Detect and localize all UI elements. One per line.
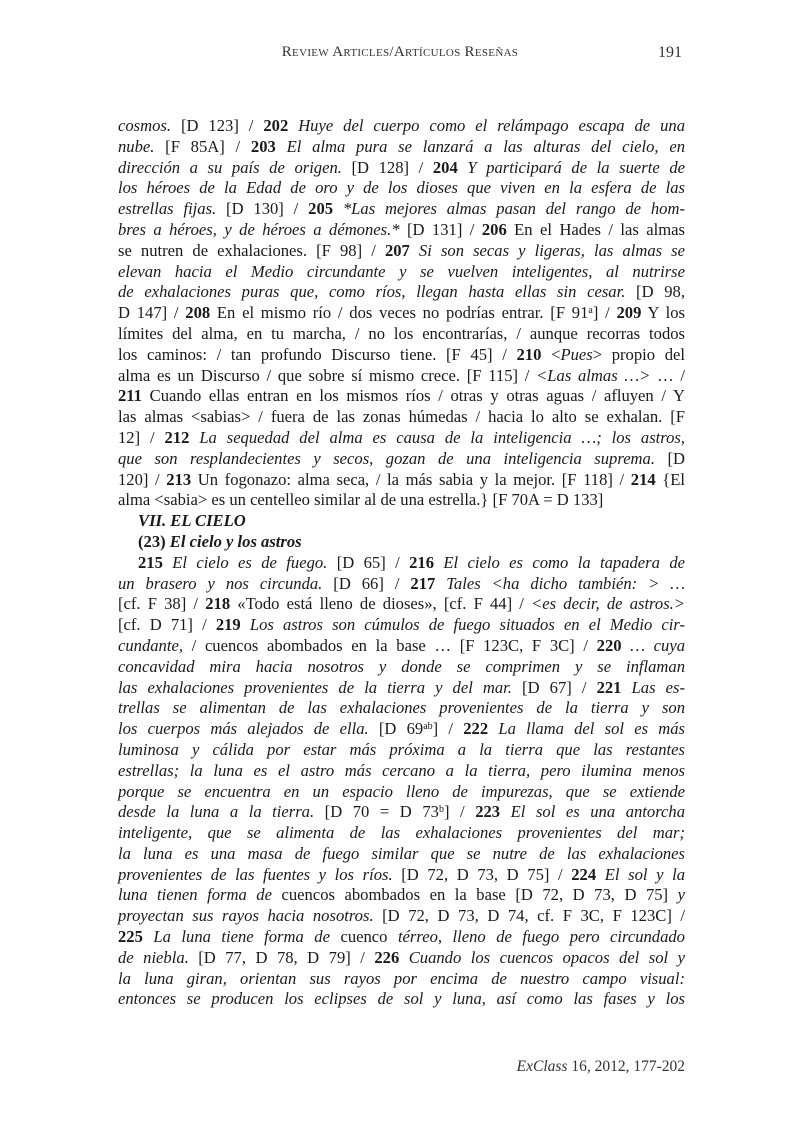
fragment-number: 219 [215,615,241,635]
fragment-number: 209 [616,303,642,323]
text-line [118,574,685,595]
text-segment: Huye del cuerpo como el relámpago escapa de una [288,116,685,135]
text-line [118,137,685,158]
text-line [118,366,685,387]
text-segment: [D 69 [368,719,424,739]
text-line [118,553,685,574]
text-segment: Pues [560,344,593,364]
text-segment: [D 131] / [399,219,482,239]
text-segment: alma es un Discurso / que sobre sí mismo crece. [F 115] / [118,365,537,385]
text-segment: alma <sabia> es un centelleo similar al de una estrella.} [F 70A = D 133] [118,490,604,510]
text-line [118,906,685,927]
text-segment: Si son secas y ligeras, las almas se [409,240,685,260]
text-line [118,345,685,366]
superscript: a [588,305,593,317]
text-segment: [D 65] / [327,552,410,572]
text-segment: cundante, [118,635,183,655]
text-line [118,220,685,241]
text-segment: dirección a su país de origen. [118,157,342,177]
text-segment: bres a héroes, y de héroes a démones.* [118,219,400,239]
text-segment: Los astros son cúmulos de fuego situados en el Medio cir- [240,615,686,635]
fragment-number: 215 [138,552,163,572]
text-segment: El cielo y los astros [169,531,302,551]
text-line [118,927,685,948]
fragment-number: 223 [475,802,501,822]
text-segment: luna tienen forma de [118,885,272,905]
fragment-number: (23) [138,531,170,551]
text-line [118,948,685,969]
fragment-number: 225 [118,927,143,947]
page-number: 191 [658,44,682,61]
fragment-number: 205 [308,199,334,219]
text-segment: En el mismo río / dos veces no podrías entrar. [F 91 [210,303,589,323]
text-line [118,865,685,886]
text-segment: entonces se producen los eclipses de sol y luna, así como las fases y los [118,989,685,1009]
text-segment: límites del alma, en tu marcha, / no los encontrarías, / aunque recorras todos [118,323,685,343]
text-segment: concavidad mira hacia nosotros y donde se comprimen y se inflaman [118,656,685,676]
fragment-number: 208 [185,303,211,323]
text-line [118,116,685,137]
fragment-number: 211 [118,386,142,406]
footer-citation [517,1058,685,1076]
text-segment: cuenco [329,927,398,947]
text-segment: que son resplandecientes y secos, gozan de una inteligencia suprema. [118,448,655,468]
text-segment: nube. [118,136,155,156]
text-segment: de exhalaciones puras que, como ríos, llegan hasta ellas sin cesar. [118,282,626,302]
fragment-number: 204 [432,157,458,177]
fragment-number: 207 [384,240,410,260]
text-line [118,386,685,407]
text-segment: Un fogonazo: alma seca, / la más sabia y la mejor. [F 118] / [191,469,631,489]
text-line [118,969,685,990]
text-segment: El sol y la [596,864,685,884]
text-segment: elevan hacia el Medio circundante y se vuelven inteligentes, al nutrirse [118,261,685,281]
text-segment: El sol es una antorcha [500,802,685,822]
text-segment: los héroes de la Edad de oro y de los dioses que viven en la esfera de las [118,178,685,198]
text-line [118,740,685,761]
text-segment: [F 85A] / [154,136,251,156]
text-segment: térreo, lleno de fuego pero circundado [397,927,685,947]
fragment-number: 214 [630,469,656,489]
text-line [118,241,685,262]
fragment-number: 218 [205,594,231,614]
fragment-number: 212 [164,427,190,447]
text-line [118,407,685,428]
text-line [118,844,685,865]
text-segment: luminosa y cálida por estar más próxima a la tierra que las restantes [118,739,685,759]
text-segment: [D 72, D 73, D 74, cf. F 3C, F 123C] / [373,906,685,926]
text-segment: y [677,885,685,905]
text-line [118,615,685,636]
text-segment: Y los [641,303,685,323]
text-segment: estrellas; la luna es el astro más cercano a la tierra, pero ilumina menos [118,760,685,780]
text-line [118,761,685,782]
text-segment: [D 70 = D 73 [314,802,439,822]
journal-volume: 16, 2012, 177-202 [567,1058,685,1075]
text-line [118,428,685,449]
fragment-number: 220 [596,635,622,655]
fragment-number: 224 [571,864,597,884]
fragment-number: 226 [374,947,400,967]
text-segment: [D 98, [625,282,685,302]
superscript: b [438,804,444,816]
text-segment: > propio del [592,344,685,364]
text-line [118,282,685,303]
text-segment: [D 72, D 73, D 75] / [392,864,572,884]
text-segment: VII. EL CIELO [138,511,246,531]
fragment-number: 221 [596,677,622,697]
text-line [118,449,685,470]
text-segment: Tales <ha dicho también: > … [435,573,686,593]
text-segment: El cielo es como la tapadera de [434,552,685,572]
text-line [118,511,685,532]
text-segment: cosmos. [118,116,172,135]
text-segment: Y participará de la suerte de [457,157,685,177]
fragment-number: 222 [463,719,489,739]
text-line [118,303,685,324]
fragment-number: 206 [481,219,507,239]
text-segment: la luna es una masa de fuego similar que se nutre de las exhalaciones [118,843,685,863]
text-segment: En el Hades / las almas [506,219,685,239]
text-line [118,719,685,740]
text-segment: [cf. F 38] / [118,594,206,614]
text-line [118,885,685,906]
text-segment: [D 128] / [341,157,433,177]
text-line [118,594,685,615]
body-text [118,116,685,1010]
text-segment: [D 123] / [171,116,264,135]
text-segment: los caminos: / tan profundo Discurso tiene. [F 45] / [118,344,517,364]
text-segment: Las es- [621,677,685,697]
running-header: Review Articles/Artículos Reseñas [281,44,519,60]
text-segment: 120] / [118,469,167,489]
text-segment: … / [650,365,685,385]
text-segment: / cuencos abombados en la base … [F 123C, F 3C] / [182,635,597,655]
text-segment: Cuando los cuencos opacos del sol y [399,947,685,967]
fragment-number: 210 [516,344,542,364]
text-line [118,823,685,844]
text-segment: los cuerpos más alejados de ella. [118,719,369,739]
text-segment: {El [655,469,685,489]
text-segment: D 147] / [118,303,186,323]
text-segment: trellas se alimentan de las exhalaciones provenientes de la tierra y son [118,698,685,718]
fragment-number: 216 [409,552,435,572]
text-segment: un brasero y nos circunda. [118,573,323,593]
text-line [118,782,685,803]
text-segment: La luna tiene forma de [142,927,330,947]
text-segment: de niebla. [118,947,189,967]
text-segment: [D 130] / [216,199,309,219]
text-segment: cuencos abombados en la base [D 72, D 73, D 75] [271,885,678,905]
text-segment: provenientes de las fuentes y los ríos. [118,864,393,884]
text-line [118,636,685,657]
text-segment: Cuando ellas entran en los mismos ríos / otras y otras aguas / afluyen / Y [141,386,685,406]
text-line [118,158,685,179]
text-line [118,698,685,719]
fragment-number: 213 [166,469,192,489]
text-line [118,199,685,220]
text-segment: <Las almas …> [536,365,651,385]
text-segment: [D 66] / [322,573,411,593]
text-segment: desde la luna a la tierra. [118,802,315,822]
text-segment: porque se encuentra en un espacio lleno de impurezas, que se extiende [118,781,685,801]
text-segment: [D 77, D 78, D 79] / [188,947,375,967]
text-line [118,262,685,283]
text-segment: La llama del sol es más [488,719,685,739]
text-line [118,989,685,1010]
text-line [118,324,685,345]
text-segment: ] / [592,303,617,323]
text-segment: 12] / [118,427,165,447]
text-segment: El cielo es de fuego. [162,552,328,572]
text-segment: < [541,344,561,364]
text-segment: proyectan sus rayos hacia nosotros. [118,906,374,926]
text-segment: [cf. D 71] / [118,615,216,635]
text-segment: la luna giran, orientan sus rayos por encima de nuestro campo visual: [118,968,685,988]
text-segment: La sequedad del alma es causa de la inteligencia …; los astros, [189,427,686,447]
journal-name: ExClass [516,1058,568,1075]
text-line [118,657,685,678]
text-segment: se nutren de exhalaciones. [F 98] / [118,240,385,260]
text-segment: … cuya [621,635,685,655]
text-segment: <es decir, de astros.> [531,594,686,614]
text-segment: ] / [443,802,476,822]
fragment-number: 217 [410,573,436,593]
text-line [118,532,685,553]
text-line [118,802,685,823]
text-segment: las almas <sabias> / fuera de las zonas húmedas / hacia lo alto se exhalan. [F [118,407,685,427]
text-segment: *Las mejores almas pasan del rango de hom- [333,199,685,219]
text-segment: inteligente, que se alimenta de las exhalaciones provenientes del mar; [118,823,685,843]
text-line [118,490,685,511]
text-segment: estrellas fijas. [118,199,217,219]
text-segment: las exhalaciones provenientes de la tierra y del mar. [118,677,512,697]
text-segment: ] / [432,719,464,739]
fragment-number: 203 [250,136,276,156]
text-segment: «Todo está lleno de dioses», [cf. F 44] / [230,594,532,614]
superscript: ab [423,721,433,733]
text-line [118,678,685,699]
text-line [118,470,685,491]
text-segment: [D [654,448,685,468]
text-segment: El alma pura se lanzará a las alturas del cielo, en [275,136,685,156]
text-line [118,178,685,199]
fragment-number: 202 [263,116,289,135]
text-segment: [D 67] / [511,677,597,697]
